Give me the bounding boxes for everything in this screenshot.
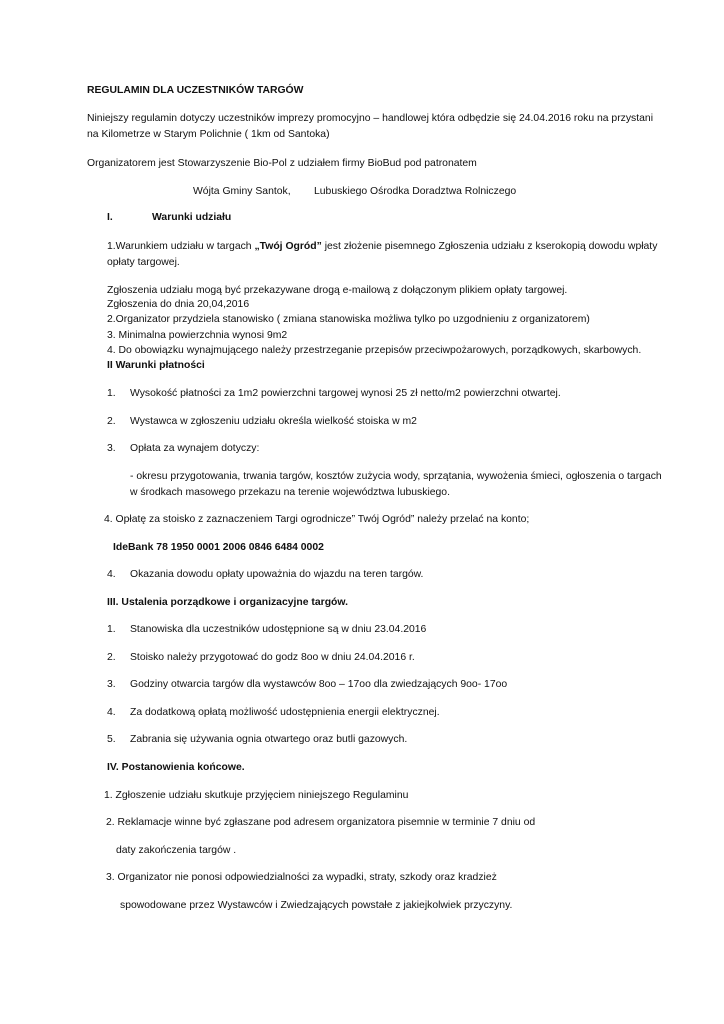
- fee-details-line-2: w środkach masowego przekazu na terenie województwa lubuskiego.: [130, 487, 450, 498]
- section-1-line: 4. Do obowiązku wynajmującego należy przestrzeganie przepisów przeciwpożarowych, porządkowych, skarbowych.: [107, 345, 642, 356]
- fair-name: „Twój Ogród”: [254, 241, 322, 252]
- list-item-text: Wystawca w zgłoszeniu udziału określa wielkość stoiska w m2: [130, 416, 417, 427]
- document-title: REGULAMIN DLA UCZESTNIKÓW TARGÓW: [87, 85, 304, 96]
- list-number: 1.: [107, 388, 116, 399]
- section-2-heading: II Warunki płatności: [107, 360, 205, 371]
- intro-line-2: na Kilometrze w Starym Polichnie ( 1km od Santoka): [87, 129, 330, 140]
- section-3-heading: III. Ustalenia porządkowe i organizacyjne targów.: [107, 597, 348, 608]
- final-provision: daty zakończenia targów .: [116, 845, 237, 856]
- list-number: 4.: [107, 569, 116, 580]
- section-1-number: I.: [107, 212, 113, 223]
- section-1-line: Zgłoszenia do dnia 20,04,2016: [107, 299, 250, 310]
- section-1-line: 2.Organizator przydziela stanowisko ( zmiana stanowiska możliwa tylko po uzgodnieniu z organizatorem): [107, 314, 590, 325]
- payment-instruction: 4. Opłatę za stoisko z zaznaczeniem Targi ogrodnicze” Twój Ogród” należy przelać na konto;: [104, 514, 530, 525]
- bank-account: IdeBank 78 1950 0001 2006 0846 6484 0002: [113, 542, 324, 553]
- list-item-text: Za dodatkową opłatą możliwość udostępnienia energii elektrycznej.: [130, 707, 440, 718]
- list-number: 1.: [107, 624, 116, 635]
- patron-1: Wójta Gminy Santok,: [193, 186, 291, 197]
- patron-2: Lubuskiego Ośrodka Doradztwa Rolniczego: [314, 186, 517, 197]
- list-number: 3.: [107, 443, 116, 454]
- list-number: 2.: [107, 416, 116, 427]
- list-item-text: Wysokość płatności za 1m2 powierzchni targowej wynosi 25 zł netto/m2 powierzchni otwartej.: [130, 388, 561, 399]
- list-number: 2.: [107, 652, 116, 663]
- list-item-text: Opłata za wynajem dotyczy:: [130, 443, 260, 454]
- organizer-line: Organizatorem jest Stowarzyszenie Bio-Pol z udziałem firmy BioBud pod patronatem: [87, 158, 477, 169]
- section-1-line: Zgłoszenia udziału mogą być przekazywane drogą e-mailową z dołączonym plikiem opłaty targowej.: [107, 285, 568, 296]
- section-1-paragraph-1-cont: opłaty targowej.: [107, 257, 180, 268]
- final-provision: 1. Zgłoszenie udziału skutkuje przyjęciem niniejszego Regulaminu: [104, 790, 409, 801]
- list-item-text: Stanowiska dla uczestników udostępnione są w dniu 23.04.2016: [130, 624, 427, 635]
- fee-details-line-1: - okresu przygotowania, trwania targów, kosztów zużycia wody, sprzątania, wywożenia śmieci, ogłoszenia o targach: [130, 471, 662, 482]
- section-1-heading: Warunki udziału: [152, 212, 232, 223]
- final-provision: 3. Organizator nie ponosi odpowiedzialności za wypadki, straty, szkody oraz kradzież: [106, 872, 497, 883]
- list-item-text: Godziny otwarcia targów dla wystawców 8oo – 17oo dla zwiedzających 9oo- 17oo: [130, 679, 508, 690]
- list-number: 3.: [107, 679, 116, 690]
- section-1-paragraph-1: 1.Warunkiem udziału w targach „Twój Ogród” jest złożenie pisemnego Zgłoszenia udziału z kserokopią dowodu wpłaty: [107, 241, 658, 252]
- list-number: 5.: [107, 734, 116, 745]
- final-provision: spowodowane przez Wystawców i Zwiedzających powstałe z jakiejkolwiek przyczyny.: [120, 900, 513, 911]
- intro-line-1: Niniejszy regulamin dotyczy uczestników imprezy promocyjno – handlowej która odbędzie się 24.04.2016 roku na przystani: [87, 113, 654, 124]
- list-item-text: Okazania dowodu opłaty upoważnia do wjazdu na teren targów.: [130, 569, 424, 580]
- list-item-text: Stoisko należy przygotować do godz 8oo w dniu 24.04.2016 r.: [130, 652, 415, 663]
- final-provision: 2. Reklamacje winne być zgłaszane pod adresem organizatora pisemnie w terminie 7 dniu od: [106, 817, 536, 828]
- section-4-heading: IV. Postanowienia końcowe.: [107, 762, 245, 773]
- list-item-text: Zabrania się używania ognia otwartego oraz butli gazowych.: [130, 734, 408, 745]
- list-number: 4.: [107, 707, 116, 718]
- section-1-line: 3. Minimalna powierzchnia wynosi 9m2: [107, 330, 288, 341]
